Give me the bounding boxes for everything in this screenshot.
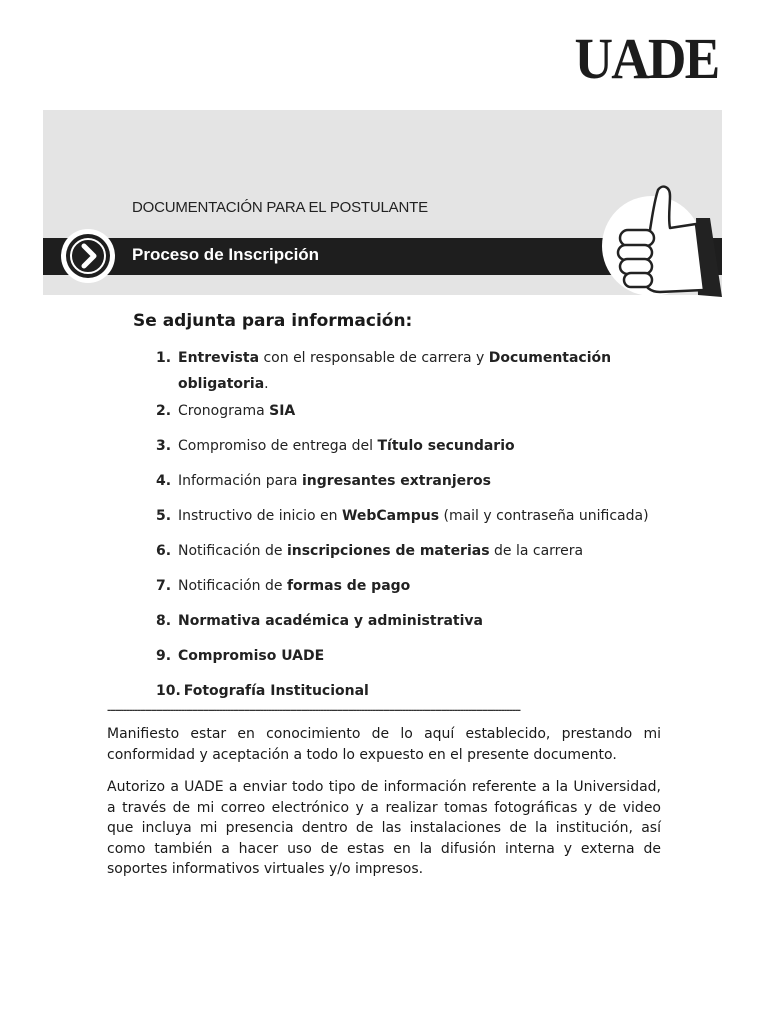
list-item — [156, 538, 658, 564]
list-item-number: 5. — [156, 508, 172, 524]
list-item-text: Cronograma — [178, 403, 270, 419]
list-item-text: Instructivo de inicio en — [178, 508, 342, 524]
list-item-text: formas de pago — [286, 578, 411, 594]
list-item-text: inscripciones de materias — [286, 543, 490, 559]
separator-line: ------------------------------------------------------------------------------------------------------------------------------------------------------- — [107, 706, 521, 716]
list-item-text: WebCampus — [341, 508, 440, 524]
list-item-number: 4. — [156, 473, 172, 489]
list-item — [156, 398, 658, 424]
thumbs-up-icon — [600, 182, 722, 297]
list-item-text: Título secundario — [377, 438, 515, 454]
list-item-text: de la carrera — [489, 543, 584, 559]
list-item-text: Notificación de — [178, 543, 287, 559]
list-item-text: Información para — [178, 473, 302, 489]
section-title: Proceso de Inscripción — [132, 245, 320, 264]
list-item-text: Compromiso UADE — [178, 648, 325, 664]
documents-list — [156, 345, 658, 704]
list-item-number: 10. — [156, 683, 181, 699]
list-item-number: 9. — [156, 648, 172, 664]
list-item-text: ingresantes extranjeros — [301, 473, 491, 489]
list-item-number: 1. — [156, 350, 172, 366]
list-item-number: 2. — [156, 403, 172, 419]
list-item — [156, 643, 658, 669]
list-item-text: Documentación — [488, 350, 612, 366]
list-item — [156, 468, 658, 494]
list-item-text: Entrevista — [178, 350, 260, 366]
consent-paragraph: Manifiesto estar en conocimiento de lo aquí establecido, prestando mi conformidad y aceptación a todo lo expuesto en el presente documento. — [107, 726, 661, 763]
list-item-number: 3. — [156, 438, 172, 454]
list-item-text: Fotografía Institucional — [174, 683, 369, 699]
list-item — [156, 608, 658, 634]
uade-logo: UADE — [574, 26, 718, 91]
authorization-paragraph: Autorizo a UADE a enviar todo tipo de información referente a la Universidad, a través de mi correo electrónico y a realizar tomas fotográficas y de video que incluya mi presencia dentro de las instalaciones de la institución, así como también a hacer uso de estas en la difusión interna y externa de soportes informativos virtuales y/o impresos. — [107, 779, 661, 877]
list-item-text: con el responsable de carrera y — [259, 350, 489, 366]
list-item-text: Notificación de — [178, 578, 287, 594]
list-item-text: Normativa académica y administrativa — [178, 613, 483, 629]
list-item-text: Compromiso de entrega del — [178, 438, 378, 454]
list-item-number: 7. — [156, 578, 172, 594]
list-item-text: (mail y contraseña unificada) — [439, 508, 649, 524]
list-item-text: SIA — [269, 403, 296, 419]
chevron-right-icon — [61, 229, 115, 283]
list-item — [156, 503, 658, 529]
document-subtitle: DOCUMENTACIÓN PARA EL POSTULANTE — [132, 199, 428, 216]
list-item-number: 6. — [156, 543, 172, 559]
list-item — [156, 433, 658, 459]
list-item — [156, 573, 658, 599]
list-item — [156, 678, 658, 704]
list-item-text: . — [264, 376, 269, 392]
attachments-heading: Se adjunta para información: — [133, 311, 413, 331]
list-item-text: obligatoria — [178, 376, 265, 392]
list-item-number: 8. — [156, 613, 172, 629]
list-item — [156, 345, 658, 397]
